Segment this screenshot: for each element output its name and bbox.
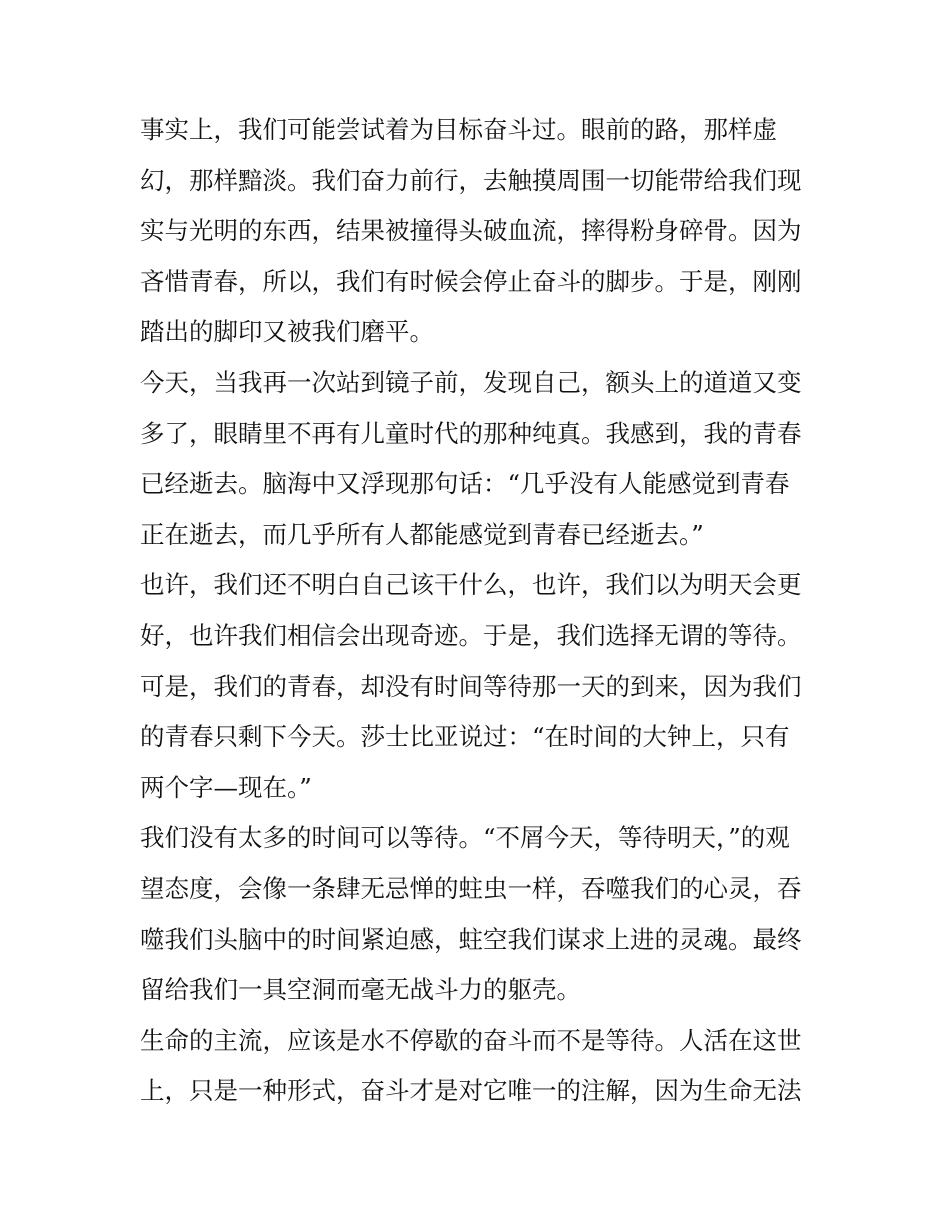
text-line: 望态度，会像一条肆无忌惮的蛀虫一样，吞噬我们的心灵，吞: [140, 873, 802, 903]
text-line: 的青春只剩下今天。莎士比亚说过：“在时间的大钟上，只有: [140, 722, 790, 752]
text-line: 好，也许我们相信会出现奇迹。于是，我们选择无谓的等待。: [140, 620, 802, 650]
text-line: 两个字—现在。”: [140, 772, 312, 802]
text-line: 也许，我们还不明白自己该干什么，也许，我们以为明天会更: [140, 570, 802, 600]
text-line: 上，只是一种形式，奋斗才是对它唯一的注解，因为生命无法: [140, 1076, 802, 1106]
text-line: 可是，我们的青春，却没有时间等待那一天的到来，因为我们: [140, 671, 802, 701]
text-line: 今天，当我再一次站到镜子前，发现自己，额头上的道道又变: [140, 367, 802, 397]
text-line: 幻，那样黯淡。我们奋力前行，去触摸周围一切能带给我们现: [140, 165, 802, 195]
text-line: 噬我们头脑中的时间紧迫感，蛀空我们谋求上进的灵魂。最终: [140, 924, 802, 954]
text-line: 我们没有太多的时间可以等待。“不屑今天，等待明天，”的观: [140, 823, 790, 853]
text-line: 实与光明的东西，结果被撞得头破血流，摔得粉身碎骨。因为: [140, 216, 802, 246]
text-line: 事实上，我们可能尝试着为目标奋斗过。眼前的路，那样虚: [140, 115, 777, 144]
text-line: 踏出的脚印又被我们磨平。: [140, 317, 434, 347]
text-line: 多了，眼睛里不再有儿童时代的那种纯真。我感到，我的青春: [140, 418, 802, 448]
text-line: 已经逝去。脑海中又浮现那句话：“几乎没有人能感觉到青春: [140, 469, 790, 499]
document-body: [140, 105, 820, 1117]
text-line: 正在逝去，而几乎所有人都能感觉到青春已经逝去。”: [140, 519, 704, 549]
text-line: 留给我们一具空洞而毫无战斗力的躯壳。: [140, 975, 581, 1005]
text-line: 吝惜青春，所以，我们有时候会停止奋斗的脚步。于是，刚刚: [140, 266, 802, 296]
text-line: 生命的主流，应该是水不停歇的奋斗而不是等待。人活在这世: [140, 1025, 802, 1055]
